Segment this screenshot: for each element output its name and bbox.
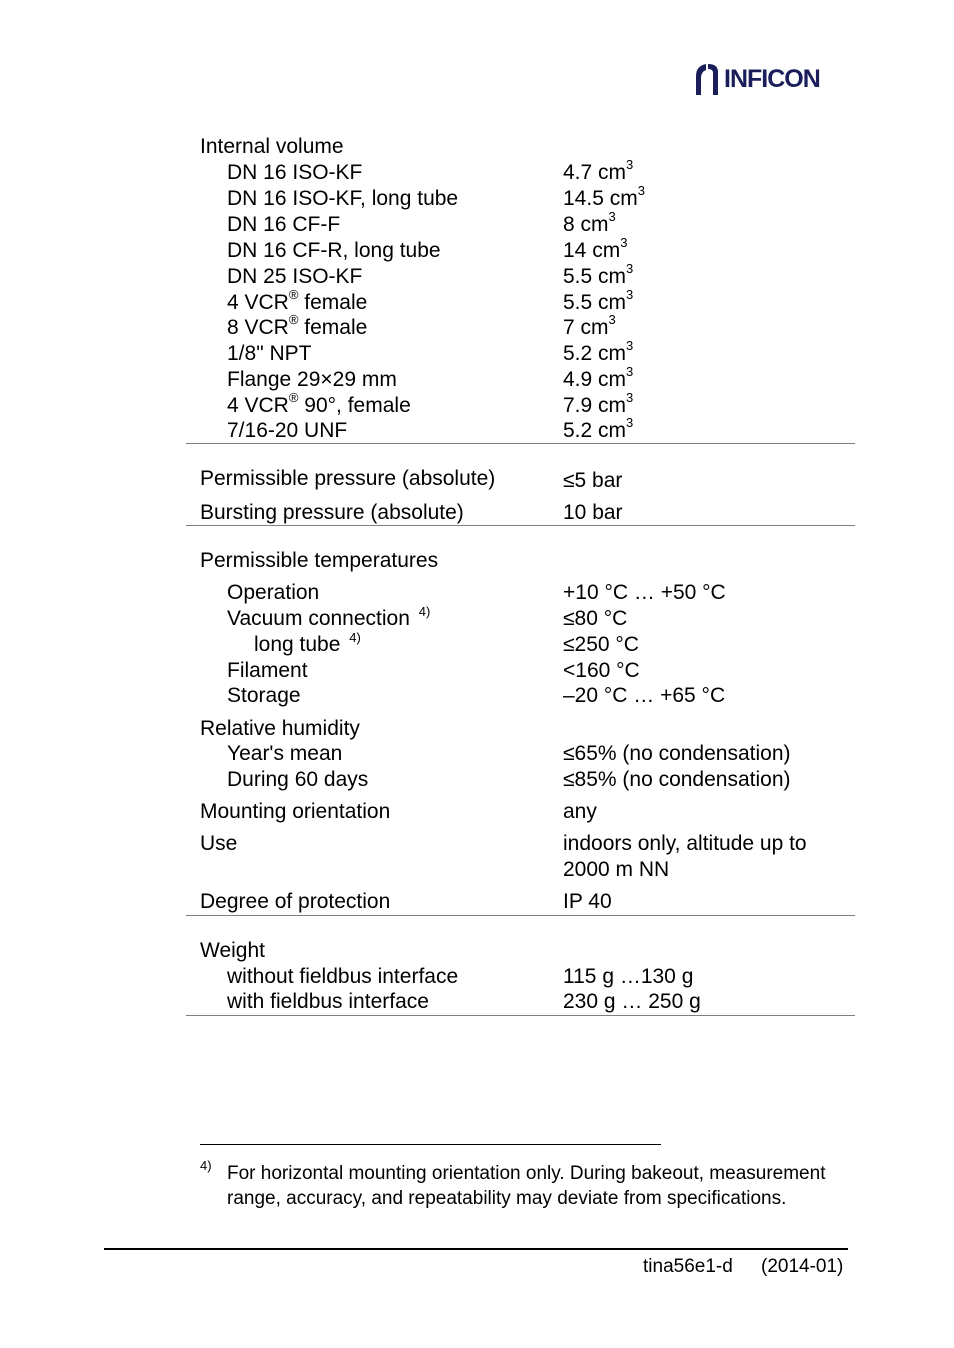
- with-fieldbus-label: with fieldbus interface: [227, 990, 429, 1013]
- footnote-ref: 4): [349, 630, 361, 645]
- use-value-line-1: indoors only, altitude up to: [563, 832, 807, 855]
- long-tube-value: ≤250 °C: [563, 633, 639, 656]
- iv-value: 8 $cm^3$: [563, 209, 616, 236]
- humidity-heading: Relative humidity: [200, 717, 360, 740]
- bursting-pressure-value: 10 bar: [563, 501, 623, 524]
- footer-doc-id: tina56e1-d: [643, 1256, 733, 1277]
- sixty-days-value: ≤85% (no condensation): [563, 768, 791, 791]
- operation-value: +10 °C … +50 °C: [563, 581, 726, 604]
- iv-label: Flange 29×29 mm: [227, 368, 397, 391]
- footnote-mark: 4): [200, 1158, 212, 1173]
- storage-label: Storage: [227, 684, 301, 707]
- iv-value: 5.2 $cm^3$: [563, 415, 634, 442]
- years-mean-label: Year's mean: [227, 742, 343, 765]
- long-tube-label: long tube $^{4)}$: [254, 630, 361, 656]
- iv-label: DN 16 ISO-KF, long tube: [227, 187, 459, 210]
- iv-label: DN 16 CF-R, long tube: [227, 239, 441, 262]
- iv-value: 4.9 $cm^3$: [563, 364, 634, 391]
- sixty-days-label: During 60 days: [227, 768, 369, 791]
- inficon-logo-icon: [694, 62, 720, 96]
- without-fieldbus-value: 115 g …130 g: [563, 965, 694, 988]
- with-fieldbus-value: 230 g … 250 g: [563, 990, 701, 1013]
- iv-value: 5.5 $cm^3$: [563, 287, 634, 314]
- section-divider: [186, 1015, 855, 1016]
- use-label: Use: [200, 832, 238, 855]
- protection-value: IP 40: [563, 890, 612, 913]
- protection-label: Degree of protection: [200, 890, 391, 913]
- iv-label: DN 25 ISO-KF: [227, 265, 363, 288]
- without-fieldbus-label: without fieldbus interface: [227, 965, 459, 988]
- filament-value: <160 °C: [563, 659, 640, 682]
- use-value-line-2: 2000 m NN: [563, 858, 670, 881]
- bursting-pressure-label: Bursting pressure (absolute): [200, 501, 464, 524]
- iv-label: 1/8" NPT: [227, 342, 312, 365]
- inficon-logo: [694, 62, 820, 96]
- section-divider: [186, 915, 855, 916]
- weight-heading: Weight: [200, 939, 265, 962]
- iv-label: 4 VCR® 90°, female: [227, 390, 411, 417]
- section-divider: [186, 443, 855, 444]
- vacuum-connection-label: Vacuum connection $^{4)}$: [227, 604, 431, 630]
- temperatures-heading: Permissible temperatures: [200, 549, 439, 572]
- logo-text: INFICON: [724, 64, 820, 93]
- storage-value: –20 °C … +65 °C: [563, 684, 726, 707]
- iv-label: DN 16 ISO-KF: [227, 161, 363, 184]
- mounting-label: Mounting orientation: [200, 800, 391, 823]
- permissible-pressure-label: Permissible pressure (absolute): [200, 467, 496, 490]
- iv-value: 14 $cm^3$: [563, 235, 628, 262]
- iv-label: DN 16 CF-F: [227, 213, 341, 236]
- footnote-separator: [200, 1144, 661, 1145]
- footer-rule: [104, 1248, 848, 1250]
- operation-label: Operation: [227, 581, 320, 604]
- iv-label: 4 VCR® female: [227, 287, 368, 314]
- iv-value: 7 $cm^3$: [563, 312, 616, 339]
- iv-label: 7/16-20 UNF: [227, 419, 348, 442]
- footnote-text: For horizontal mounting orientation only. During bakeout, measurement range, accuracy, and repeatability may deviate from specifications.: [227, 1163, 826, 1209]
- permissible-pressure-value: ≤5 bar: [563, 469, 623, 492]
- iv-value: 5.2 $cm^3$: [563, 338, 634, 365]
- section-divider: [186, 525, 855, 526]
- iv-value: 5.5 $cm^3$: [563, 261, 634, 288]
- footer-date: (2014-01): [761, 1256, 844, 1277]
- iv-value: 4.7 $cm^3$: [563, 157, 634, 184]
- iv-value: 14.5 $cm^3$: [563, 183, 645, 210]
- filament-label: Filament: [227, 659, 308, 682]
- iv-label: 8 VCR® female: [227, 312, 368, 339]
- mounting-value: any: [563, 800, 597, 823]
- footnote-ref: 4): [418, 604, 431, 619]
- years-mean-value: ≤65% (no condensation): [563, 742, 791, 765]
- vacuum-connection-value: ≤80 °C: [563, 607, 628, 630]
- internal-volume-heading: Internal volume: [200, 135, 344, 158]
- iv-value: 7.9 $cm^3$: [563, 390, 634, 417]
